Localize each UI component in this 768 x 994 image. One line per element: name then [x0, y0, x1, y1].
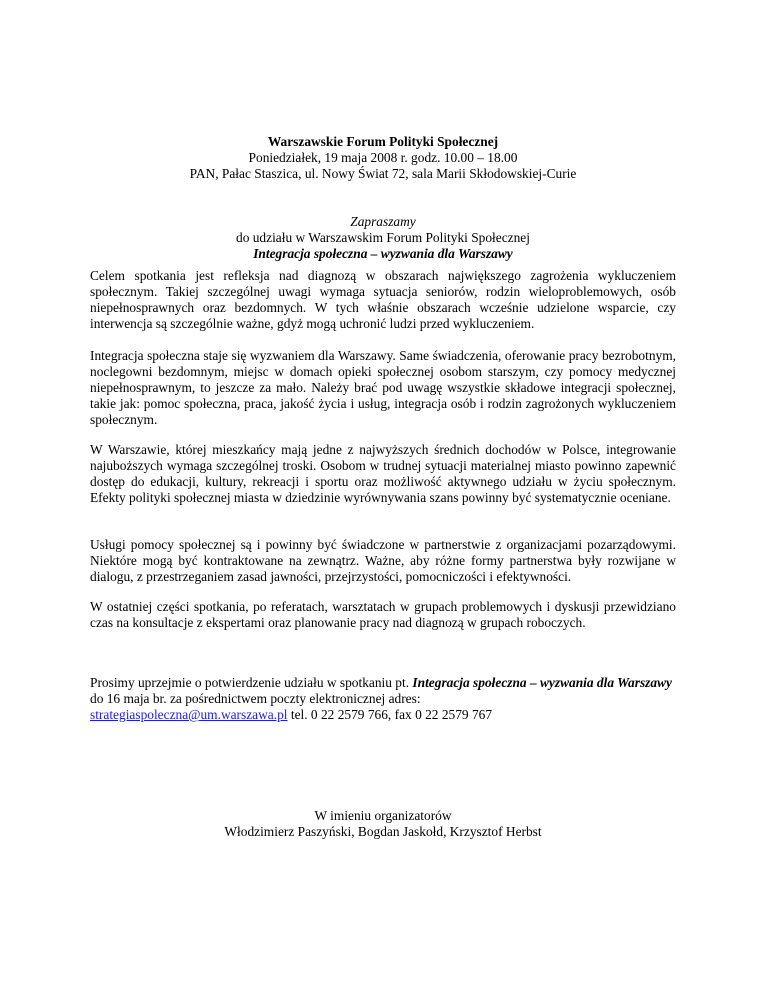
signature-block	[90, 808, 676, 840]
organizer-names: Włodzimierz Paszyński, Bogdan Jaskołd, Krzysztof Herbst	[224, 824, 542, 839]
email-link[interactable]: strategiaspoleczna@um.warszawa.pl	[90, 707, 288, 722]
invitation-block	[90, 214, 676, 262]
event-venue: PAN, Pałac Staszica, ul. Nowy Świat 72, sala Marii Skłodowskiej-Curie	[189, 166, 577, 181]
invitation-line: do udziału w Warszawskim Forum Polityki Społecznej	[236, 230, 530, 245]
forum-theme: Integracja społeczna – wyzwania dla Warszawy	[253, 246, 513, 261]
rsvp-lead: Prosimy uprzejmie o potwierdzenie udziału w spotkaniu pt.	[90, 675, 413, 690]
rsvp-deadline: do 16 maja br. za pośrednictwem poczty elektronicznej adres:	[90, 691, 421, 706]
event-date: Poniedziałek, 19 maja 2008 r. godz. 10.00 – 18.00	[248, 150, 518, 165]
rsvp-contact: tel. 0 22 2579 766, fax 0 22 2579 767	[287, 707, 493, 722]
invitation-heading: Zapraszamy	[350, 214, 416, 229]
signature-line: W imieniu organizatorów	[314, 808, 452, 823]
rsvp-paragraph	[90, 675, 676, 723]
paragraph-goal: Celem spotkania jest refleksja nad diagnozą w obszarach największego zagrożenia wykluczeniem społecznym. Takiej szczególnej uwagi wymaga sytuacja seniorów, rodzin wieloproblemowych, osób niepełnosprawnych oraz bezdomnych. W tych właśnie obszarach wcześnie udzielone wsparcie, czy interwencja są szczególnie ważne, gdyż mogą uchronić ludzi przed wykluczeniem.	[90, 268, 676, 331]
event-header	[90, 134, 676, 182]
paragraph-warsaw: W Warszawie, której mieszkańcy mają jedne z najwyższych średnich dochodów w Polsce, integrowanie najuboższych wymaga szczególnej troski. Osobom w trudnej sytuacji materialnej miasto powinno zapewnić dostęp do edukacji, kultury, rekreacji i sportu oraz możliwość aktywnego udziału w życiu społecznym. Efekty polityki społecznej miasta w dziedzinie wyrównywania szans powinny być systematycznie oceniane.	[90, 442, 676, 505]
paragraph-services: Usługi pomocy społecznej są i powinny być świadczone w partnerstwie z organizacjami pozarządowymi. Niektóre mogą być kontraktowane na zewnątrz. Ważne, aby różne formy partnerstwa były rozwijane w dialogu, z przestrzeganiem zasad jawności, przejrzystości, pomocniczości i efektywności.	[90, 537, 676, 584]
event-title: Warszawskie Forum Polityki Społecznej	[267, 134, 499, 149]
rsvp-theme: Integracja społeczna – wyzwania dla Warszawy	[412, 675, 672, 690]
paragraph-integration: Integracja społeczna staje się wyzwaniem dla Warszawy. Same świadczenia, oferowanie pracy bezrobotnym, noclegowni bezdomnym, miejsc w domach opieki społecznej osobom starszym, czy pomocy medycznej niepełnosprawnym, to jeszcze za mało. Należy brać pod uwagę wszystkie składowe integracji społecznej, takie jak: pomoc społeczna, praca, jakość życia i usług, integracja osób i rodzin zagrożonych wykluczeniem społecznym.	[90, 348, 676, 427]
paragraph-agenda: W ostatniej części spotkania, po referatach, warsztatach w grupach problemowych i dyskusji przewidziano czas na konsultacje z ekspertami oraz planowanie pracy nad diagnozą w grupach roboczych.	[90, 599, 676, 630]
